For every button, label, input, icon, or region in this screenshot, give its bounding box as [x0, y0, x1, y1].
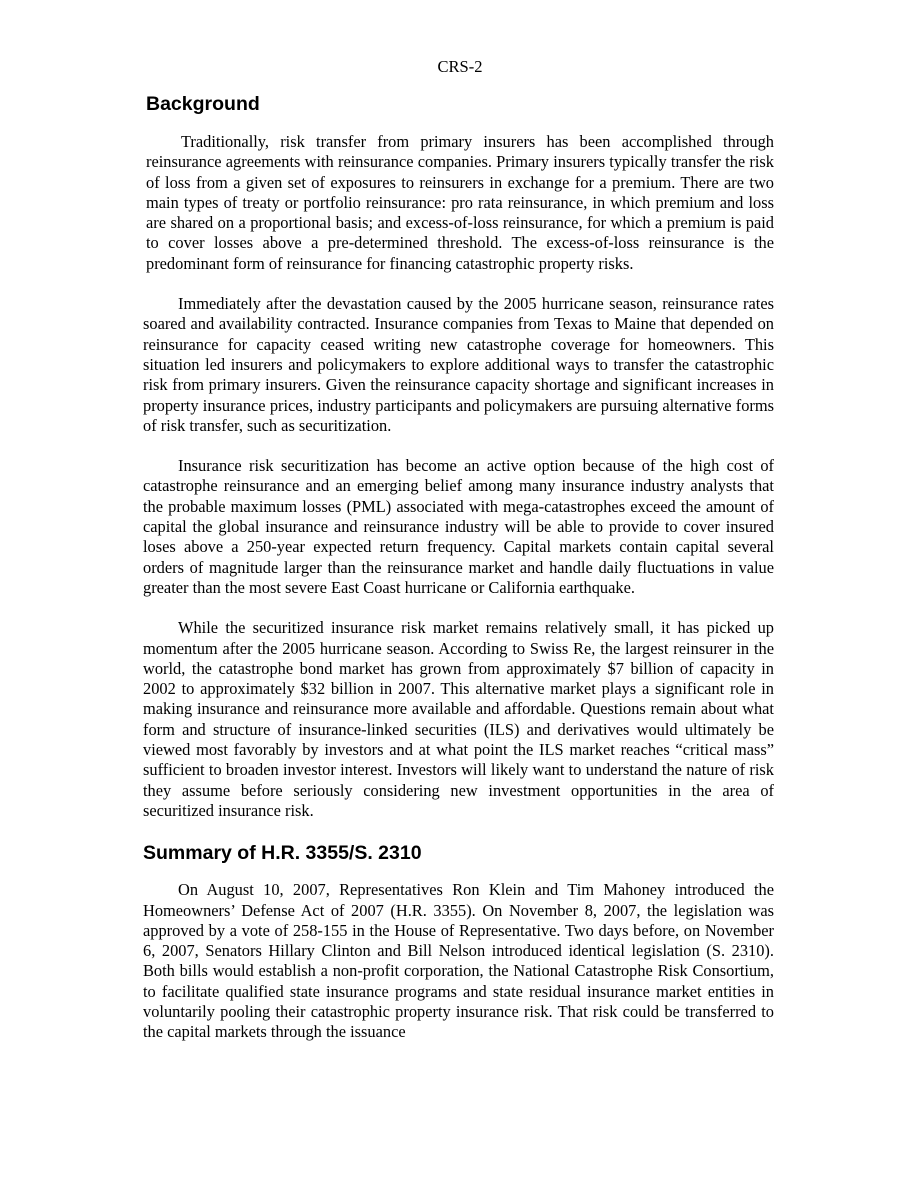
paragraph: Traditionally, risk transfer from primary insurers has been accomplished through reinsurance agreements with reinsurance companies. Primary insurers typically transfer the risk of loss from a given set of exposures to reinsurers in exchange for a premium. There are two main types of treaty or portfolio reinsurance: pro rata reinsurance, in which premium and loss are shared on a proportional basis; and excess-of-loss reinsurance, for which a premium is paid to cover losses above a pre-determined threshold. The excess-of-loss reinsurance is the predominant form of reinsurance for financing catastrophic property risks. — [146, 132, 774, 273]
section-heading-background: Background — [146, 93, 260, 115]
paragraph: Immediately after the devastation caused by the 2005 hurricane season, reinsurance rates soared and availability contracted. Insurance companies from Texas to Maine that depended on reinsurance for capacity ceased writing new catastrophe coverage for homeowners. This situation led insurers and policymakers to explore additional ways to transfer the catastrophic risk from primary insurers. Given the reinsurance capacity shortage and significant increases in property insurance prices, industry participants and policymakers are pursuing alternative forms of risk transfer, such as securitization. — [143, 294, 774, 435]
document-body — [143, 92, 774, 1043]
paragraph: On August 10, 2007, Representatives Ron Klein and Tim Mahoney introduced the Homeowners’ Defense Act of 2007 (H.R. 3355). On November 8, 2007, the legislation was approved by a vote of 258-155 in the House of Representative. Two days before, on November 6, 2007, Senators Hillary Clinton and Bill Nelson introduced identical legislation (S. 2310). Both bills would establish a non-profit corporation, the National Catastrophe Risk Consortium, to facilitate qualified state insurance programs and state residual insurance market entities in voluntarily pooling their catastrophic property insurance risk. That risk could be transferred to the capital markets through the issuance — [143, 880, 774, 1042]
page-number: CRS-2 — [437, 57, 483, 76]
paragraph: Insurance risk securitization has become an active option because of the high cost of catastrophe reinsurance and an emerging belief among many insurance industry analysts that the probable maximum losses (PML) associated with mega-catastrophes exceed the amount of capital the global insurance and reinsurance industry will be able to provide to cover insured loses above a 250-year expected return frequency. Capital markets contain capital several orders of magnitude larger than the reinsurance market and handle daily fluctuations in value greater than the most severe East Coast hurricane or California earthquake. — [143, 456, 774, 597]
paragraph: While the securitized insurance risk market remains relatively small, it has picked up momentum after the 2005 hurricane season. According to Swiss Re, the largest reinsurer in the world, the catastrophe bond market has grown from approximately $7 billion of capacity in 2002 to approximately $32 billion in 2007. This alternative market plays a significant role in making insurance and reinsurance more available and affordable. Questions remain about what form and structure of insurance-linked securities (ILS) and derivatives would ultimately be viewed most favorably by investors and at what point the ILS market reaches “critical mass” sufficient to broaden investor interest. Investors will likely want to understand the nature of risk they assume before seriously considering new investment opportunities in the area of securitized insurance risk. — [143, 618, 774, 820]
section-heading-summary: Summary of H.R. 3355/S. 2310 — [143, 842, 422, 865]
